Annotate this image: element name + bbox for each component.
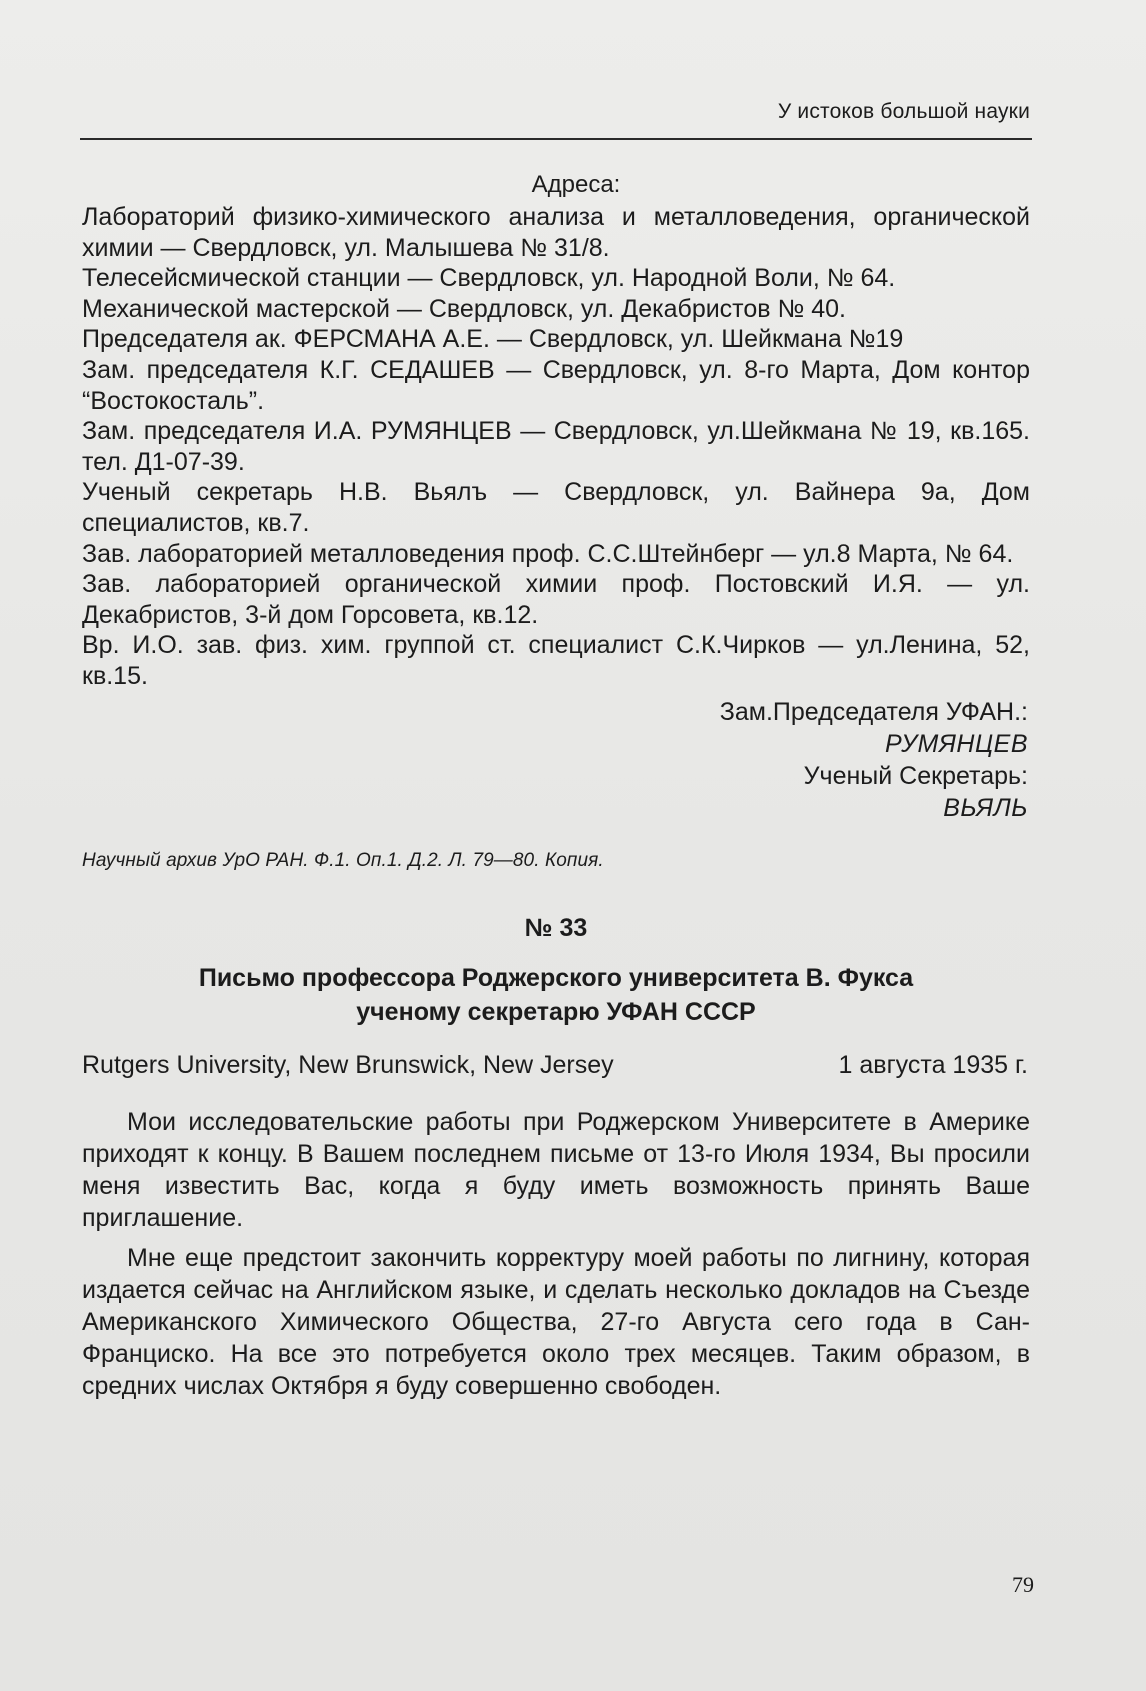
document-place: Rutgers University, New Brunswick, New Jersey	[82, 1050, 614, 1079]
deputy-role: Зам.Председателя УФАН.:	[719, 697, 1028, 726]
letter-paragraph: Мне еще предстоит закончить корректуру моей работы по лигнину, которая издается сейчас на Английском языке, и сделать несколько докладов на Съезде Американского Химического Общества, 27-го Августа сего года в Сан-Франциско. На все это потребуется около трех месяцев. Таким образом, в средних числах Октября я буду совершенно свободен.	[82, 1243, 1030, 1400]
page-content	[82, 160, 1030, 1402]
secretary-role: Ученый Секретарь:	[803, 761, 1028, 790]
secretary-name: ВЬЯЛЬ	[943, 793, 1028, 822]
signature-block	[82, 696, 1030, 824]
address-line: Лабораторий физико-химического анализа и металловедения, органической химии — Свердловск, ул. Малышева № 31/8.	[82, 203, 1030, 262]
address-line: Зам. председателя К.Г. СЕДАШЕВ — Свердловск, ул. 8-го Марта, Дом контор “Востокосталь”.	[82, 355, 1030, 415]
letter-paragraph: Мои исследовательские работы при Роджерском Университете в Америке приходят к концу. В Вашем последнем письме от 13-го Июля 1934, Вы просили меня известить Вас, когда я буду иметь возможность принять Ваше приглашение.	[82, 1107, 1030, 1232]
document-title-line: Письмо профессора Роджерского университета В. Фукса	[198, 963, 914, 992]
place-date-line	[82, 1051, 1030, 1080]
header-rule	[80, 138, 1032, 140]
document-date: 1 августа 1935 г.	[838, 1050, 1028, 1079]
document-title-line: ученому секретарю УФАН СССР	[356, 997, 756, 1026]
address-line: Телесейсмической станции — Свердловск, ул. Народной Воли, № 64.	[82, 264, 896, 293]
document-title	[82, 961, 1030, 1029]
running-header: У истоков большой науки	[777, 100, 1030, 123]
address-line: Зав. лабораторией органической химии проф. Постовский И.Я. — ул. Декабристов, 3-й дом Горсовета, кв.12.	[82, 570, 1030, 629]
page-number: 79	[1012, 1572, 1034, 1597]
address-line: Ученый секретарь Н.В. Вьялъ — Свердловск, ул. Вайнера 9а, Дом специалистов, кв.7.	[82, 478, 1030, 537]
addresses-list	[82, 202, 1030, 692]
address-line: Зав. лабораторией металловедения проф. С.С.Штейнберг — ул.8 Марта, № 64.	[82, 539, 1014, 568]
archive-note: Научный архив УрО РАН. Ф.1. Оп.1. Д.2. Л. 79—80. Копия.	[82, 849, 604, 871]
addresses-title: Адреса:	[531, 171, 621, 198]
document-number: № 33	[524, 913, 588, 942]
address-line: Председателя ак. ФЕРСМАНА А.Е. — Свердловск, ул. Шейкмана №19	[82, 325, 904, 354]
address-line: Механической мастерской — Свердловск, ул. Декабристов № 40.	[82, 294, 847, 323]
address-line: Зам. председателя И.А. РУМЯНЦЕВ — Свердловск, ул.Шейкмана № 19, кв.165. тел. Д1-07-39.	[82, 417, 1030, 476]
deputy-name: РУМЯНЦЕВ	[885, 729, 1028, 758]
address-line: Вр. И.О. зав. физ. хим. группой ст. специалист С.К.Чирков — ул.Ленина, 52, кв.15.	[82, 631, 1030, 690]
